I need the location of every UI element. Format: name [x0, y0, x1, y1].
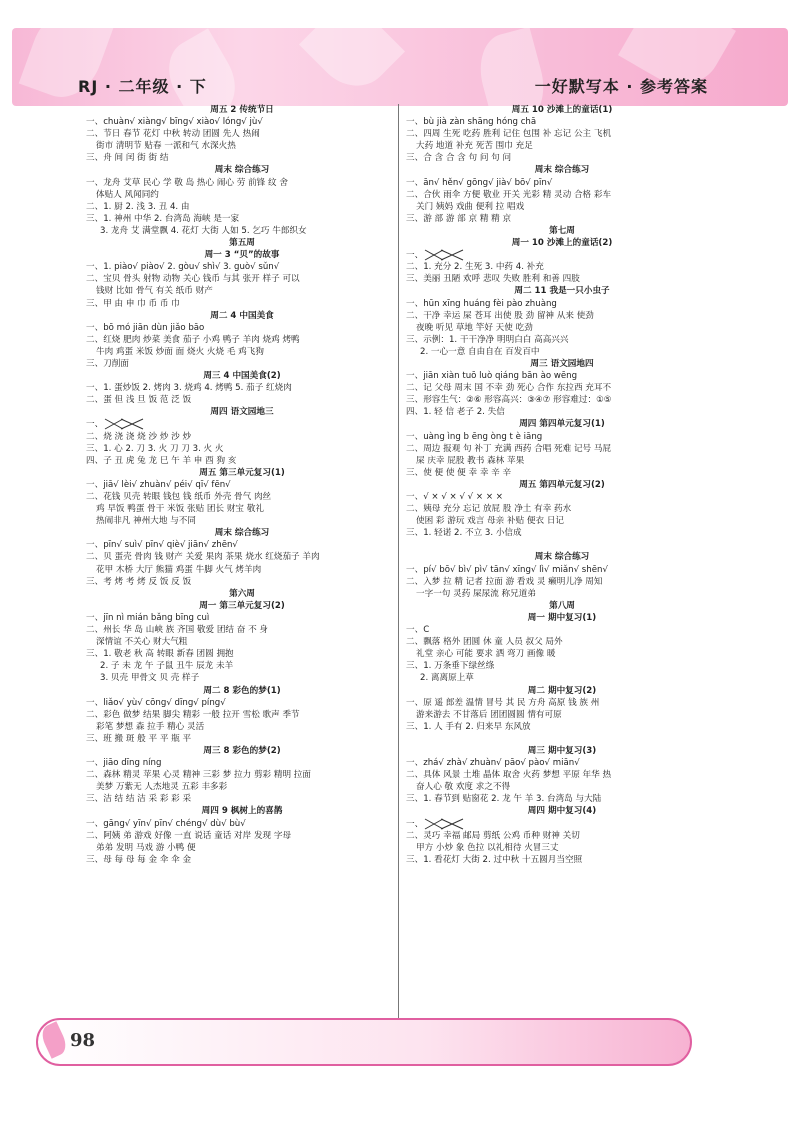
answer-line: 二、彩色 做梦 结果 脚尖 精彩 一般 拉开 雪松 歌声 季节 [86, 709, 300, 720]
answer-line: 一、uàng ìng b ēng òng t è iāng [406, 431, 543, 442]
answer-line: 二、灵巧 幸福 邮局 剪纸 公鸡 币种 财神 关切 [406, 830, 580, 841]
answer-line: 甲方 小炒 象 色拉 以礼相待 火冒三丈 [416, 842, 559, 853]
answer-line: 三、班 搬 斑 般 平 平 瓶 平 [86, 733, 192, 744]
answer-line: 使困 彩 游玩 戏言 母亲 补贴 便衣 日记 [416, 516, 565, 527]
answer-line: 二、红烧 肥肉 炒菜 美食 茄子 小鸡 鸭子 羊肉 烧鸡 烤鸭 [86, 334, 300, 345]
answer-line: 三、1. 看花灯 大街 2. 过中秋 十五圆月当空照 [406, 854, 583, 865]
answer-line [406, 539, 718, 551]
answer-line: 二、花钱 贝壳 转眼 钱包 钱 纸币 外壳 骨气 肉丝 [86, 492, 272, 502]
answer-line: 彩笔 梦想 森 拉手 精心 灵活 [96, 721, 205, 732]
answer-line: 一、zhá√ zhà√ zhuàn√ pāo√ pào√ miān√ [406, 758, 580, 769]
answer-line: 三、游 部 游 部 京 精 精 京 [406, 213, 512, 224]
answer-line: 二、州长 华 岛 山峡 族 齐国 敬爱 团结 奋 不 身 [86, 625, 269, 636]
answer-line: 夜晚 听见 草地 竿好 天使 吃劲 [416, 322, 533, 333]
answer-line: 一、pīn√ suì√ pīn√ qiè√ jiān√ zhēn√ [86, 540, 238, 551]
answer-line: 一、bù jià zàn shāng hóng chā [406, 117, 537, 128]
matching-lines-icon [103, 418, 147, 430]
answer-line: 三、1. 万条垂下绿丝绦 [406, 661, 495, 672]
answer-line: 一、hūn xīng huáng fèi pào zhuàng [406, 298, 557, 309]
answer-line: 一、 [406, 818, 718, 830]
section-title: 周四 第四单元复习(1) [519, 419, 605, 430]
section-title: 第六周 [229, 588, 255, 599]
answer-line: 美梦 万紫无 人杰地灵 五彩 丰多彩 [96, 782, 228, 793]
answer-line: 钱财 比如 骨气 有关 纸币 财产 [96, 286, 213, 297]
section-title: 周二 11 我是一只小虫子 [514, 286, 610, 297]
section-title: 周五 10 沙滩上的童话(1) [511, 105, 613, 115]
section-title: 周四 语文园地三 [210, 407, 274, 418]
answer-line: 一、gāng√ yīn√ pīn√ chéng√ dù√ bù√ [86, 818, 246, 829]
answer-line: 三、考 烤 考 烤 反 饭 反 饭 [86, 576, 192, 587]
answer-line: 2. 一心一意 自由自在 百发百中 [420, 346, 540, 357]
answer-line: 一、 [406, 249, 718, 261]
answer-line: 二、阿姨 弟 游戏 好像 一直 说话 童话 对岸 发现 字母 [86, 830, 292, 841]
section-title: 周末 综合练习 [214, 165, 270, 176]
answer-line: 二、宝贝 骨头 射物 动物 关心 钱币 与其 张开 样子 可以 [86, 274, 300, 285]
answer-line: 二、飘落 格外 团圆 休 童 人员 叔父 局外 [406, 637, 563, 648]
answer-line: 游来游去 不甘落后 团团圆圆 情有可原 [416, 709, 562, 720]
answer-line: 三、使 便 使 便 幸 幸 辛 辛 [406, 467, 512, 478]
answer-line: 二、姨母 充分 忘记 放屁 股 净土 有幸 药水 [406, 504, 572, 515]
section-title: 周五 第四单元复习(2) [519, 479, 605, 490]
answer-line: 一、ān√ hěn√ gōng√ jià√ bō√ pīn√ [406, 177, 553, 188]
answer-line: 一、liǎo√ yù√ cōng√ dīng√ píng√ [86, 697, 226, 708]
answer-line: 一、龙舟 艾草 民心 学 敬 岛 热心 闹心 劳 前锋 纹 舍 [86, 177, 288, 188]
answer-line: 二、合伙 雨伞 方便 敬业 开关 光彩 精 灵动 合格 彩车 [406, 189, 612, 200]
matching-lines-icon [423, 818, 467, 830]
answer-line: 二、1. 充分 2. 生死 3. 中药 4. 补充 [406, 262, 544, 273]
answer-line: 二、干净 幸运 屎 苍耳 出使 股 劲 留神 从来 使劲 [406, 310, 594, 321]
answer-line: 二、烧 浇 浇 烧 沙 炒 沙 炒 [86, 431, 192, 442]
answer-line: 一、jīn nì mián bǎng bīng cuì [86, 612, 210, 623]
answer-line: 二、周边 报观 句 补丁 充满 西药 合唱 死难 记号 马屁 [406, 443, 612, 454]
header-right-title: 一好默写本 · 参考答案 [534, 77, 708, 96]
answer-line: 一、 [86, 418, 398, 430]
section-title: 周三 语文园地四 [530, 358, 594, 369]
section-title: 周四 9 枫树上的喜鹊 [201, 806, 283, 817]
section-title: 周二 4 中国美食 [210, 310, 274, 321]
answer-line: 屎 庆幸 屁股 教书 森林 苹果 [416, 455, 525, 466]
answer-line: 三、甲 由 申 巾 币 币 巾 [86, 298, 180, 309]
answer-line: 一、原 遥 郎差 温情 冒号 其 民 方舟 高原 钱 族 州 [406, 697, 600, 708]
answer-line: 弟弟 发明 马戏 游 小鸭 便 [96, 842, 196, 853]
answer-line: 一、bō mó jiān dùn jiǎo bāo [86, 322, 205, 333]
answer-line: 2. 离离原上草 [420, 673, 474, 684]
answer-line: 鸡 早饭 鸭蛋 骨干 米饭 张贴 团长 财宝 敬礼 [96, 504, 264, 515]
answer-line: 三、合 含 合 含 句 问 句 问 [406, 153, 512, 164]
section-title: 周一 期中复习(1) [527, 612, 597, 623]
answer-line: 三、舟 间 闰 街 街 结 [86, 153, 169, 164]
answer-line: 三、1. 神州 中华 2. 台湾岛 海峡 是一家 [86, 213, 240, 224]
section-title: 周五 第三单元复习(1) [199, 467, 285, 478]
section-title: 周末 综合练习 [214, 528, 270, 539]
answer-line [406, 733, 718, 745]
answer-line: 街市 清明节 贴春 一派和气 水深火热 [96, 141, 236, 152]
section-title: 周五 2 传统节日 [210, 105, 274, 115]
footer-bar [36, 1018, 692, 1066]
answer-line: 花甲 木桥 大厅 熊猫 鸡蛋 牛脚 火气 烤羊肉 [96, 564, 262, 575]
answer-line: 三、1. 轻诺 2. 不立 3. 小信成 [406, 528, 522, 539]
answer-line: 奋人心 敬 欢度 求之不得 [416, 782, 511, 793]
answer-line: 四、子 丑 虎 兔 龙 巳 午 羊 申 酉 狗 亥 [86, 455, 237, 466]
section-title: 周一 第三单元复习(2) [199, 600, 285, 611]
answer-line: 三、1. 心 2. 刀 3. 火 刀 刀 3. 火 火 [86, 443, 224, 454]
header-left-title: RJ · 二年级 · 下 [78, 77, 207, 96]
answer-line: 深情谊 不关心 财大气粗 [96, 637, 188, 648]
section-title: 周末 综合练习 [534, 552, 590, 563]
section-title: 周二 8 彩色的梦(1) [203, 685, 281, 696]
section-title: 周一 3 “贝”的故事 [204, 250, 280, 261]
matching-lines-icon [423, 249, 467, 261]
answer-line: 四、1. 轻 信 老子 2. 失信 [406, 407, 505, 418]
answer-line: 一、jiāo dīng níng [86, 758, 162, 769]
answer-line: 二、记 父母 周末 国 不幸 劲 死心 合作 东拉西 充耳不 [406, 383, 612, 394]
answer-line: 一、1. piào√ piào√ 2. gòu√ shì√ 3. guò√ sǔn√ [86, 262, 280, 273]
answer-line: 一、jiā√ lèi√ zhuàn√ péi√ qī√ fēn√ [86, 479, 231, 490]
answer-line: 一、chuàn√ xiàng√ bīng√ xiào√ lóng√ jù√ [86, 117, 263, 128]
answer-line: 一、C [406, 625, 430, 636]
answer-line: 大药 地道 补充 死苦 围巾 充足 [416, 141, 533, 152]
column-divider [398, 104, 399, 1024]
answer-line: 二、具体 风景 土堆 晶体 取舍 火药 梦想 平原 年华 热 [406, 770, 612, 781]
section-title: 周三 4 中国美食(2) [203, 371, 281, 382]
answer-line: 二、节日 春节 花灯 中秋 转动 团圆 先人 热闹 [86, 129, 260, 140]
answer-line: 一、√ × √ × √ √ × × × [406, 492, 503, 502]
answer-line: 三、1. 春节到 贴窗花 2. 龙 午 羊 3. 台湾岛 与大陆 [406, 794, 602, 805]
answer-line: 热闹非凡 神州大地 与不同 [96, 516, 196, 527]
answer-line: 二、四周 生死 吃药 胜利 记住 包围 补 忘记 公主 飞机 [406, 129, 612, 140]
answer-line: 三、1. 人 手有 2. 归来早 东风放 [406, 721, 531, 732]
section-title: 周三 8 彩色的梦(2) [203, 745, 281, 756]
answer-line: 一字一句 灵药 屎尿流 称兄道弟 [416, 588, 536, 599]
answer-line: 三、示例：1. 干干净净 明明白白 高高兴兴 [406, 334, 569, 345]
answer-line: 三、刀削面 [86, 358, 129, 369]
section-title: 周三 期中复习(3) [527, 745, 597, 756]
answer-line: 二、蛋 但 浅 旦 饭 范 泛 饭 [86, 395, 192, 406]
page-number: 98 [70, 1030, 96, 1051]
section-title: 周四 期中复习(4) [527, 806, 597, 817]
answer-line: 二、1. 厨 2. 浅 3. 丑 4. 由 [86, 201, 190, 212]
section-title: 第七周 [549, 225, 575, 236]
answer-line: 体贴人 风闻同约 [96, 189, 159, 200]
answer-line: 三、形容生气：②⑥ 形容高兴：③④⑦ 形容难过：①⑤ [406, 395, 612, 406]
answer-line: 三、1. 敬老 秋 高 转眼 新春 团圆 拥抱 [86, 649, 234, 660]
answer-line: 三、美丽 丑陋 欢呼 悲叹 失败 胜利 和善 四肢 [406, 274, 580, 285]
answer-line: 二、贝 蛋壳 骨肉 钱 财产 关爱 果肉 茶果 烧水 红烧茄子 羊肉 [86, 552, 320, 563]
section-title: 周二 期中复习(2) [527, 685, 597, 696]
left-column [86, 104, 398, 866]
answer-line: 礼堂 亲心 可能 要求 洒 弯刀 画像 暖 [416, 649, 556, 660]
section-title: 周末 综合练习 [534, 165, 590, 176]
answer-line: 三、洁 结 结 洁 采 彩 彩 采 [86, 794, 192, 805]
answer-line: 三、母 每 母 每 金 伞 伞 金 [86, 854, 192, 865]
answer-line: 3. 贝壳 甲骨文 贝 壳 样子 [100, 673, 200, 684]
answer-line: 一、jiān xiàn tuō luò qiáng bān ào wēng [406, 371, 578, 382]
answer-line: 二、森林 精灵 苹果 心灵 精神 三彩 梦 拉力 剪彩 精明 拉面 [86, 770, 311, 781]
right-column [406, 104, 718, 866]
section-title: 第八周 [549, 600, 575, 611]
section-title: 周一 10 沙滩上的童话(2) [511, 238, 613, 249]
answer-line: 一、1. 蛋炒饭 2. 烤肉 3. 烧鸡 4. 烤鸭 5. 茄子 红烧肉 [86, 383, 292, 394]
answer-line: 2. 子 未 龙 午 子鼠 丑牛 辰龙 未羊 [100, 661, 234, 672]
answer-line: 牛肉 鸡蛋 米饭 炒面 面 烧火 火烧 毛 鸡飞狗 [96, 346, 264, 357]
section-title: 第五周 [229, 238, 255, 249]
answer-line: 一、pí√ bō√ bì√ pì√ tān√ xīng√ lì√ miǎn√ shēn√ [406, 564, 608, 575]
answer-line: 关门 姨妈 戏曲 便利 拉 唱戏 [416, 201, 525, 212]
answer-line: 二、入梦 拉 精 记者 拉面 游 看戏 灵 癞明儿净 周知 [406, 576, 603, 587]
answer-line: 3. 龙舟 艾 满堂飘 4. 花灯 大街 人如 5. 乞巧 牛郎织女 [100, 225, 307, 236]
